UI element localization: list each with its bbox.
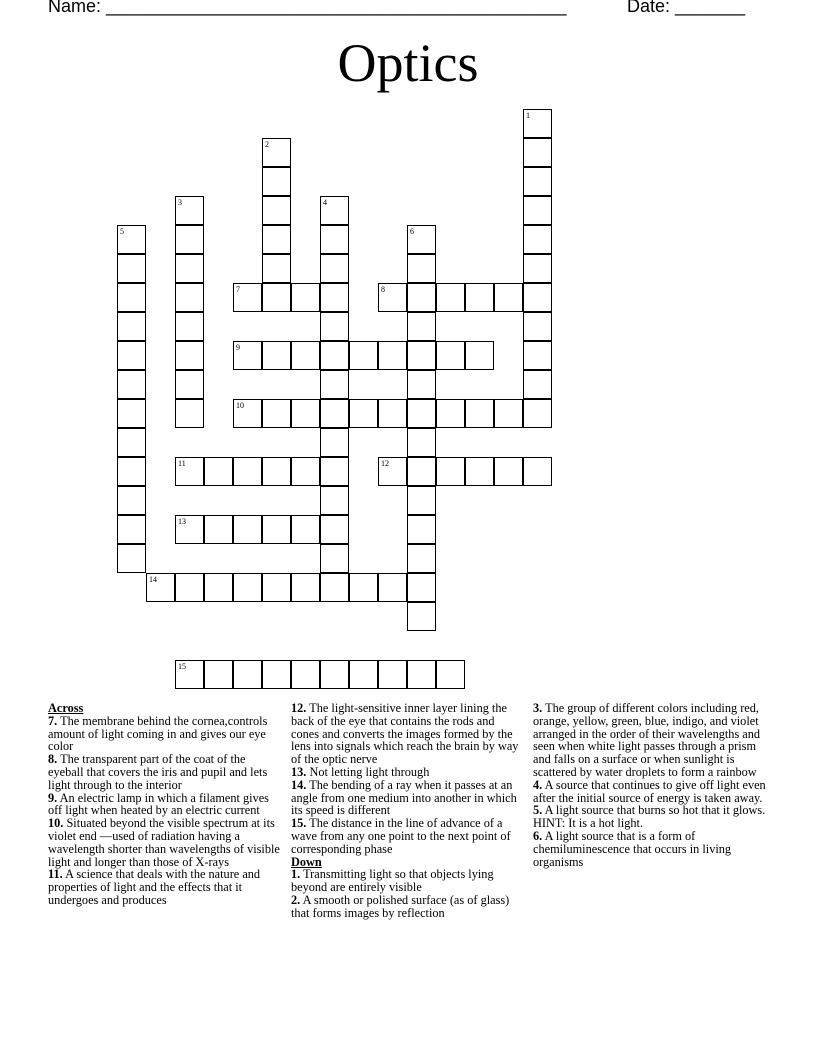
grid-cell[interactable] bbox=[117, 341, 146, 370]
grid-cell[interactable] bbox=[523, 138, 552, 167]
grid-cell[interactable] bbox=[407, 283, 436, 312]
grid-cell[interactable] bbox=[117, 544, 146, 573]
across-clue-8 bbox=[48, 753, 280, 791]
grid-cell[interactable] bbox=[465, 283, 494, 312]
grid-cell[interactable] bbox=[494, 283, 523, 312]
grid-cell[interactable] bbox=[262, 399, 291, 428]
cell-number: 13 bbox=[178, 517, 186, 526]
across-clue-7 bbox=[48, 715, 280, 753]
clue-number: 10. bbox=[48, 816, 64, 831]
grid-cell[interactable] bbox=[436, 660, 465, 689]
grid-cell[interactable] bbox=[146, 573, 175, 602]
grid-cell[interactable] bbox=[175, 225, 204, 254]
grid-cell[interactable] bbox=[117, 428, 146, 457]
clue-text: The light-sensitive inner layer lining the back of the eye that contains the rods and cones and converts the images formed by the lens into signals which reach the brain by way of the optic nerve bbox=[291, 701, 519, 767]
clue-number: 15. bbox=[291, 816, 307, 831]
grid-cell[interactable] bbox=[262, 515, 291, 544]
grid-cell[interactable] bbox=[320, 312, 349, 341]
clue-text: Situated beyond the visible spectrum at its violet end —used of radiation having a wavelength shorter than wavelengths of visible light and longer than those of X-rays bbox=[48, 816, 280, 869]
grid-cell[interactable] bbox=[465, 399, 494, 428]
grid-cell[interactable] bbox=[175, 573, 204, 602]
clue-number: 7. bbox=[48, 713, 58, 728]
clue-number: 4. bbox=[533, 777, 543, 792]
grid-cell[interactable] bbox=[494, 399, 523, 428]
grid-cell[interactable] bbox=[523, 370, 552, 399]
grid-cell[interactable] bbox=[320, 544, 349, 573]
grid-cell[interactable] bbox=[436, 457, 465, 486]
grid-cell[interactable] bbox=[204, 573, 233, 602]
grid-cell[interactable] bbox=[320, 341, 349, 370]
date-field-label: Date: _______ bbox=[627, 0, 746, 16]
grid-cell[interactable] bbox=[262, 457, 291, 486]
grid-cell[interactable] bbox=[262, 341, 291, 370]
down-clue-3 bbox=[533, 702, 769, 779]
grid-cell[interactable] bbox=[436, 283, 465, 312]
grid-cell[interactable] bbox=[117, 399, 146, 428]
grid-cell[interactable] bbox=[175, 196, 204, 225]
grid-cell[interactable] bbox=[523, 225, 552, 254]
grid-cell[interactable] bbox=[175, 399, 204, 428]
across-clue-10 bbox=[48, 817, 280, 868]
clue-number: 5. bbox=[533, 803, 543, 818]
grid-cell[interactable] bbox=[291, 457, 320, 486]
grid-cell[interactable] bbox=[117, 283, 146, 312]
grid-cell[interactable] bbox=[494, 457, 523, 486]
grid-cell[interactable] bbox=[262, 254, 291, 283]
grid-cell[interactable] bbox=[523, 341, 552, 370]
grid-cell[interactable] bbox=[465, 341, 494, 370]
clue-number: 9. bbox=[48, 790, 58, 805]
grid-cell[interactable] bbox=[262, 167, 291, 196]
grid-cell[interactable] bbox=[407, 660, 436, 689]
grid-cell[interactable] bbox=[349, 660, 378, 689]
grid-cell[interactable] bbox=[320, 428, 349, 457]
grid-cell[interactable] bbox=[320, 515, 349, 544]
clue-text: A science that deals with the nature and properties of light and the effects that it undergoes and produces bbox=[48, 867, 261, 907]
cell-number: 9 bbox=[236, 343, 240, 352]
down-clue-4 bbox=[533, 779, 769, 805]
grid-cell[interactable] bbox=[291, 399, 320, 428]
down-clue-1 bbox=[291, 868, 523, 894]
grid-cell[interactable] bbox=[291, 573, 320, 602]
grid-cell[interactable] bbox=[349, 399, 378, 428]
grid-cell[interactable] bbox=[262, 573, 291, 602]
clue-text: A light source that is a form of chemiluminescence that occurs in living organisms bbox=[533, 828, 732, 869]
grid-cell[interactable] bbox=[378, 457, 407, 486]
grid-cell[interactable] bbox=[378, 341, 407, 370]
clue-number: 1. bbox=[291, 867, 301, 882]
clue-text: The transparent part of the coat of the eyeball that covers the iris and pupil and lets light through to the interior bbox=[48, 752, 268, 792]
grid-cell[interactable] bbox=[523, 457, 552, 486]
clue-text: The distance in the line of advance of a wave from any one point to the next point of corresponding phase bbox=[291, 816, 511, 856]
grid-cell[interactable] bbox=[523, 254, 552, 283]
grid-cell[interactable] bbox=[378, 660, 407, 689]
grid-cell[interactable] bbox=[378, 573, 407, 602]
grid-cell[interactable] bbox=[291, 341, 320, 370]
grid-cell[interactable] bbox=[117, 370, 146, 399]
clue-text: A light source that burns so hot that it glows. HINT: It is a hot light. bbox=[533, 803, 766, 831]
grid-cell[interactable] bbox=[262, 196, 291, 225]
grid-cell[interactable] bbox=[320, 660, 349, 689]
cell-number: 10 bbox=[236, 401, 244, 410]
clue-text: The membrane behind the cornea,controls amount of light coming in and gives our eye color bbox=[48, 713, 268, 754]
grid-cell[interactable] bbox=[262, 283, 291, 312]
across-clue-15 bbox=[291, 817, 523, 855]
grid-cell[interactable] bbox=[349, 573, 378, 602]
grid-cell[interactable] bbox=[291, 660, 320, 689]
grid-cell[interactable] bbox=[233, 573, 262, 602]
grid-cell[interactable] bbox=[175, 660, 204, 689]
across-clue-9 bbox=[48, 792, 280, 818]
grid-cell[interactable] bbox=[320, 457, 349, 486]
grid-cell[interactable] bbox=[378, 399, 407, 428]
grid-cell[interactable] bbox=[436, 341, 465, 370]
across-clue-14 bbox=[291, 779, 523, 817]
across-clue-12 bbox=[291, 702, 523, 766]
grid-cell[interactable] bbox=[523, 312, 552, 341]
cell-number: 7 bbox=[236, 285, 240, 294]
clue-text: Transmitting light so that objects lying beyond are entirely visible bbox=[291, 867, 494, 895]
grid-cell[interactable] bbox=[233, 515, 262, 544]
grid-cell[interactable] bbox=[407, 428, 436, 457]
grid-cell[interactable] bbox=[117, 457, 146, 486]
grid-cell[interactable] bbox=[262, 660, 291, 689]
grid-cell[interactable] bbox=[320, 254, 349, 283]
grid-cell[interactable] bbox=[407, 602, 436, 631]
cell-number: 14 bbox=[149, 575, 157, 584]
grid-cell[interactable] bbox=[407, 573, 436, 602]
across-heading: Across bbox=[48, 701, 84, 715]
grid-cell[interactable] bbox=[320, 573, 349, 602]
grid-cell[interactable] bbox=[233, 660, 262, 689]
grid-cell[interactable] bbox=[320, 196, 349, 225]
cell-number: 12 bbox=[381, 459, 389, 468]
page-title: Optics bbox=[337, 33, 479, 93]
grid-cell[interactable] bbox=[378, 283, 407, 312]
grid-cell[interactable] bbox=[320, 399, 349, 428]
cell-number: 15 bbox=[178, 662, 186, 671]
grid-cell[interactable] bbox=[233, 283, 262, 312]
grid-cell[interactable] bbox=[523, 109, 552, 138]
grid-cell[interactable] bbox=[233, 399, 262, 428]
grid-cell[interactable] bbox=[320, 225, 349, 254]
cell-number: 5 bbox=[120, 227, 124, 236]
grid-cell[interactable] bbox=[233, 457, 262, 486]
grid-cell[interactable] bbox=[117, 486, 146, 515]
grid-cell[interactable] bbox=[175, 457, 204, 486]
clue-number: 2. bbox=[291, 892, 301, 907]
grid-cell[interactable] bbox=[407, 312, 436, 341]
grid-cell[interactable] bbox=[523, 167, 552, 196]
clue-text: The bending of a ray when it passes at an angle from one medium into another in which its speed is different bbox=[291, 777, 517, 818]
clue-number: 13. bbox=[291, 764, 307, 779]
clue-number: 3. bbox=[533, 701, 543, 715]
clues-column-3 bbox=[533, 702, 769, 868]
cell-number: 11 bbox=[178, 459, 186, 468]
grid-cell[interactable] bbox=[320, 283, 349, 312]
grid-cell[interactable] bbox=[407, 544, 436, 573]
clue-number: 6. bbox=[533, 828, 543, 843]
grid-cell[interactable] bbox=[407, 457, 436, 486]
clue-text: A smooth or polished surface (as of glass) that forms images by reflection bbox=[291, 892, 510, 920]
grid-cell[interactable] bbox=[523, 399, 552, 428]
grid-cell[interactable] bbox=[262, 225, 291, 254]
grid-cell[interactable] bbox=[117, 312, 146, 341]
grid-cell[interactable] bbox=[407, 515, 436, 544]
down-clue-6 bbox=[533, 830, 769, 868]
grid-cell[interactable] bbox=[175, 254, 204, 283]
cell-number: 8 bbox=[381, 285, 385, 294]
grid-cell[interactable] bbox=[465, 457, 494, 486]
grid-cell[interactable] bbox=[204, 515, 233, 544]
grid-cell[interactable] bbox=[407, 254, 436, 283]
grid-cell[interactable] bbox=[291, 283, 320, 312]
grid-cell[interactable] bbox=[349, 341, 378, 370]
grid-cell[interactable] bbox=[175, 312, 204, 341]
grid-cell[interactable] bbox=[436, 399, 465, 428]
down-clue-5 bbox=[533, 804, 769, 830]
grid-cell[interactable] bbox=[117, 515, 146, 544]
grid-cell[interactable] bbox=[407, 341, 436, 370]
clue-number: 12. bbox=[291, 701, 307, 715]
grid-cell[interactable] bbox=[523, 196, 552, 225]
grid-cell[interactable] bbox=[407, 486, 436, 515]
clue-text: An electric lamp in which a filament gives off light when heated by an electric current bbox=[48, 790, 269, 818]
grid-cell[interactable] bbox=[407, 370, 436, 399]
cell-number: 1 bbox=[526, 111, 530, 120]
grid-cell[interactable] bbox=[175, 515, 204, 544]
grid-cell[interactable] bbox=[262, 138, 291, 167]
grid-cell[interactable] bbox=[320, 370, 349, 399]
grid-cell[interactable] bbox=[320, 486, 349, 515]
grid-cell[interactable] bbox=[291, 515, 320, 544]
grid-cell[interactable] bbox=[204, 457, 233, 486]
grid-cell[interactable] bbox=[117, 254, 146, 283]
clue-number: 11. bbox=[48, 867, 63, 882]
across-clue-11 bbox=[48, 868, 280, 906]
grid-cell[interactable] bbox=[407, 399, 436, 428]
clues-column-2 bbox=[291, 702, 523, 920]
cell-number: 2 bbox=[265, 140, 269, 149]
cell-number: 3 bbox=[178, 198, 182, 207]
cell-number: 6 bbox=[410, 227, 414, 236]
down-heading: Down bbox=[291, 854, 322, 869]
grid-cell[interactable] bbox=[175, 341, 204, 370]
grid-cell[interactable] bbox=[117, 225, 146, 254]
clues-column-1 bbox=[48, 702, 280, 907]
clue-number: 14. bbox=[291, 777, 307, 792]
grid-cell[interactable] bbox=[523, 283, 552, 312]
grid-cell[interactable] bbox=[233, 341, 262, 370]
down-clue-2 bbox=[291, 894, 523, 920]
name-field-label: Name: ______________________________________________ bbox=[48, 0, 567, 16]
grid-cell[interactable] bbox=[175, 370, 204, 399]
grid-cell[interactable] bbox=[175, 283, 204, 312]
clue-number: 8. bbox=[48, 752, 58, 767]
grid-cell[interactable] bbox=[407, 225, 436, 254]
cell-number: 4 bbox=[323, 198, 327, 207]
clue-text: The group of different colors including red, orange, yellow, green, blue, indigo, and violet arranged in the order of their wavelengths and seen when white light passes through a prism and falls on a surface or when sunlight is scattered by water droplets to form a rainbow bbox=[533, 701, 761, 779]
clue-text: Not letting light through bbox=[309, 764, 430, 779]
clue-text: A source that continues to give off light even after the initial source of energy is taken away. bbox=[533, 777, 766, 805]
grid-cell[interactable] bbox=[204, 660, 233, 689]
